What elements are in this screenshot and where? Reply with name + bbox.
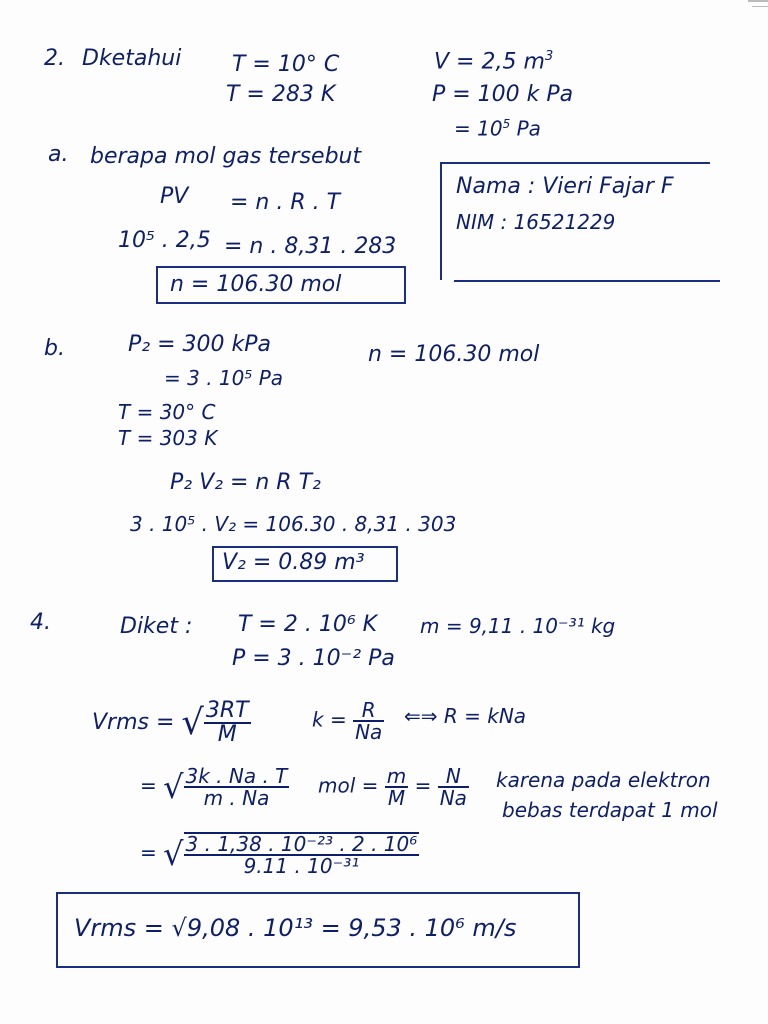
k-fraction bbox=[353, 700, 384, 742]
part-a-answer: n = 106.30 mol bbox=[170, 272, 342, 297]
problem-4-diket: Diket : bbox=[120, 614, 193, 639]
part-b-eq2: 3 . 10⁵ . V₂ = 106.30 . 8,31 . 303 bbox=[130, 512, 457, 536]
step2-numerator: 3k . Na . T bbox=[185, 764, 288, 788]
part-a-eq2-lhs: 10⁵ . 2,5 bbox=[118, 228, 211, 253]
given-volume bbox=[434, 50, 553, 73]
fraction-numerator: 3RT bbox=[205, 698, 249, 723]
sqrt-symbol: √ bbox=[181, 702, 204, 744]
identity-box-top bbox=[440, 162, 710, 164]
part-b-answer: V₂ = 0.89 m³ bbox=[222, 550, 365, 575]
student-nim: NIM : 16521229 bbox=[456, 210, 616, 234]
vrms-step3: = √ $\frac{\text{3 . 1,38 . 10⁻²³ . 2 . 10⁶}}{\text{9.11 . 10⁻³¹}}$ bbox=[140, 832, 418, 878]
mol-fraction-2 bbox=[438, 766, 469, 808]
sqrt-symbol: √ bbox=[163, 835, 184, 873]
problem-4-mass: m = 9,11 . 10⁻³¹ kg bbox=[420, 614, 616, 638]
problem-number: 2. bbox=[44, 46, 65, 71]
problem-4-temperature: T = 2 . 10⁶ K bbox=[238, 612, 378, 637]
k-numerator: R bbox=[353, 700, 384, 722]
mol-fraction-1 bbox=[385, 766, 408, 808]
vrms-label: Vrms = bbox=[92, 710, 175, 735]
given-pressure: P = 100 k Pa bbox=[432, 82, 574, 107]
mol-note-line2: bebas terdapat 1 mol bbox=[502, 798, 718, 822]
sqrt-symbol: √ bbox=[163, 768, 184, 806]
problem-4-number: 4. bbox=[30, 610, 51, 635]
pressure-unit: Pa bbox=[516, 116, 541, 141]
part-a-eq1-rhs: = n . R . T bbox=[230, 190, 341, 215]
pressure-base: = 10 bbox=[454, 116, 503, 141]
part-b-temperature-k: T = 303 K bbox=[118, 426, 218, 450]
step3-fraction bbox=[184, 832, 420, 876]
vrms-formula bbox=[92, 700, 251, 746]
part-a-eq1-lhs: PV bbox=[160, 184, 189, 209]
final-answer: Vrms = √9,08 . 10¹³ = 9,53 . 10⁶ m/s bbox=[74, 914, 517, 942]
mol-denominator-1: M bbox=[387, 786, 406, 810]
identity-box-bottom bbox=[454, 280, 720, 282]
volume-exponent: 3 bbox=[544, 49, 554, 64]
mol-relation: mol = $\frac{m}{M}$ = $\frac{N}{Na}$ bbox=[318, 764, 467, 810]
fraction-denominator: M bbox=[217, 722, 237, 747]
k-implication: ⇐⇒ R = kNa bbox=[404, 704, 527, 728]
mol-numerator-2: N bbox=[438, 766, 469, 788]
student-name: Nama : Vieri Fajar F bbox=[456, 174, 674, 199]
part-a-question: berapa mol gas tersebut bbox=[90, 144, 362, 169]
step3-denominator: 9.11 . 10⁻³¹ bbox=[243, 854, 360, 878]
page-edge-mark bbox=[752, 6, 768, 7]
mol-numerator-1: m bbox=[386, 764, 407, 788]
part-b-temperature-c: T = 30° C bbox=[118, 400, 216, 424]
step3-numerator: 3 . 1,38 . 10⁻²³ . 2 . 10⁶ bbox=[185, 832, 418, 856]
part-b-pressure: P₂ = 300 kPa bbox=[128, 332, 271, 357]
diketahui-label: Dketahui bbox=[82, 46, 182, 71]
k-denominator: Na bbox=[355, 720, 383, 744]
vrms-step2: = √ $\frac{3k . Na . T}{m . Na}$ bbox=[140, 764, 288, 810]
part-b-eq1: P₂ V₂ = n R T₂ bbox=[170, 470, 321, 495]
k-definition bbox=[312, 700, 384, 742]
part-b-moles: n = 106.30 mol bbox=[368, 342, 540, 367]
part-a-eq2-rhs: = n . 8,31 . 283 bbox=[224, 234, 397, 259]
given-volume-text: V = 2,5 m bbox=[434, 49, 545, 75]
k-lhs: k = bbox=[312, 707, 347, 732]
given-temperature-k: T = 283 K bbox=[226, 82, 336, 107]
mol-label: mol = bbox=[318, 773, 379, 798]
given-temperature-c: T = 10° C bbox=[232, 52, 340, 77]
mol-denominator-2: Na bbox=[439, 786, 467, 810]
part-a-label: a. bbox=[48, 142, 69, 167]
part-b-label: b. bbox=[44, 336, 65, 361]
vrms-fraction bbox=[204, 700, 251, 746]
given-pressure-pa bbox=[454, 118, 541, 139]
part-b-pressure-pa: = 3 . 10⁵ Pa bbox=[164, 366, 284, 390]
step2-fraction bbox=[184, 766, 290, 808]
mol-note-line1: karena pada elektron bbox=[496, 768, 711, 792]
page-edge-mark bbox=[748, 0, 768, 2]
step2-denominator: m . Na bbox=[203, 786, 270, 810]
pressure-exponent: 5 bbox=[502, 117, 511, 131]
problem-4-pressure: P = 3 . 10⁻² Pa bbox=[232, 646, 395, 671]
